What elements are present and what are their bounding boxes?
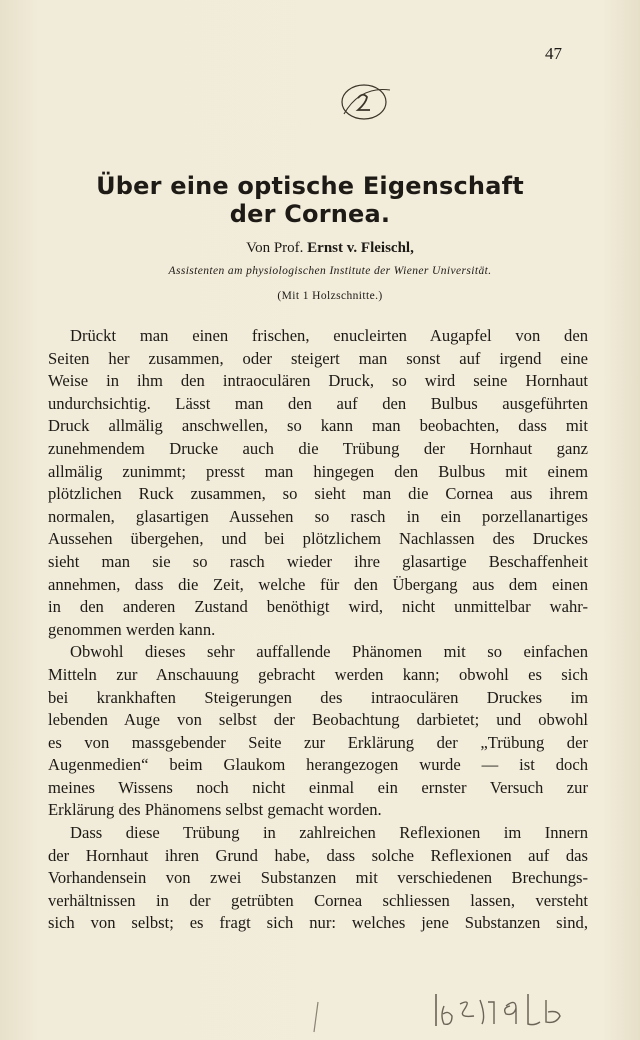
body-line: Druck allmälig anschwellen, so kann man beobachten, dass mit xyxy=(48,416,588,436)
author-prefix: Von Prof. xyxy=(246,240,308,256)
body-line: plötzlichen Ruck zusammen, so sieht man die Cornea aus ihrem xyxy=(48,484,588,504)
body-line: in den anderen Zustand benöthigt wird, nicht unmittelbar wahr- xyxy=(48,597,588,617)
body-line: sich von selbst; es fragt sich nur: welches jene Substanzen sind, xyxy=(48,913,588,933)
body-line: allmälig zunimmt; presst man hingegen den Bulbus mit einem xyxy=(48,461,588,481)
body-line: bei krankhaften Steigerungen des intraoculären Druckes im xyxy=(48,687,588,707)
author-name: Ernst v. Fleischl, xyxy=(307,240,414,256)
body-line: der Hornhaut ihren Grund habe, dass solche Reflexionen auf das xyxy=(48,845,588,865)
body-line: zunehmendem Drucke auch die Trübung der Hornhaut ganz xyxy=(48,438,588,458)
handwritten-signature xyxy=(430,986,570,1032)
body-line: es von massgebender Seite zur Erklärung der „Trübung der xyxy=(48,732,588,752)
article-title: Über eine optische Eigenschaft der Cornea. xyxy=(96,172,524,228)
body-line: annehmen, dass die Zeit, welche für den Übergang aus dem einen xyxy=(48,574,588,594)
body-line: Mitteln zur Anschauung gebracht werden kann; obwohl es sich xyxy=(48,664,588,684)
body-line: Vorhandensein von zwei Substanzen mit verschiedenen Brechungs- xyxy=(48,868,588,888)
pencil-stroke-mark xyxy=(308,1000,322,1034)
body-line: undurchsichtig. Lässt man den auf den Bulbus ausgeführten xyxy=(48,393,588,413)
body-line: sieht man sie so rasch wieder ihre glasartige Beschaffenheit xyxy=(48,551,588,571)
body-line: Seiten her zusammen, oder steigert man sonst auf irgend eine xyxy=(48,348,588,368)
author-affiliation: Assistenten am physiologischen Institute der Wiener Universität. xyxy=(168,265,492,277)
body-line: normalen, glasartigen Aussehen so rasch in ein porzellanartiges xyxy=(48,506,588,526)
body-line: Obwohl dieses sehr auffallende Phänomen mit so einfachen xyxy=(70,642,588,662)
body-line: meines Wissens noch nicht einmal ein ernster Versuch zur xyxy=(48,777,588,797)
body-line: Augenmedien“ beim Glaukom herangezogen wurde — ist doch xyxy=(48,755,588,775)
body-line: verhältnissen in der getrübten Cornea schliessen lassen, versteht xyxy=(48,890,588,910)
author-line xyxy=(50,240,610,257)
figure-note: (Mit 1 Holzschnitte.) xyxy=(277,290,383,302)
body-line: lebenden Auge von selbst der Beobachtung darbietet; und obwohl xyxy=(48,710,588,730)
handwritten-stamp-mark xyxy=(330,80,404,124)
body-line: genommen werden kann. xyxy=(48,619,216,639)
body-line: Dass diese Trübung in zahlreichen Reflexionen im Innern xyxy=(70,823,588,843)
body-text xyxy=(48,325,588,935)
body-line: Erklärung des Phänomens selbst gemacht worden. xyxy=(48,800,382,820)
body-line: Weise in ihm den intraoculären Druck, so wird seine Hornhaut xyxy=(48,371,588,391)
page-number: 47 xyxy=(545,44,562,63)
body-line: Drückt man einen frischen, enucleirten Augapfel von den xyxy=(70,326,588,345)
body-line: Aussehen übergehen, und bei plötzlichem Nachlassen des Druckes xyxy=(48,529,588,549)
